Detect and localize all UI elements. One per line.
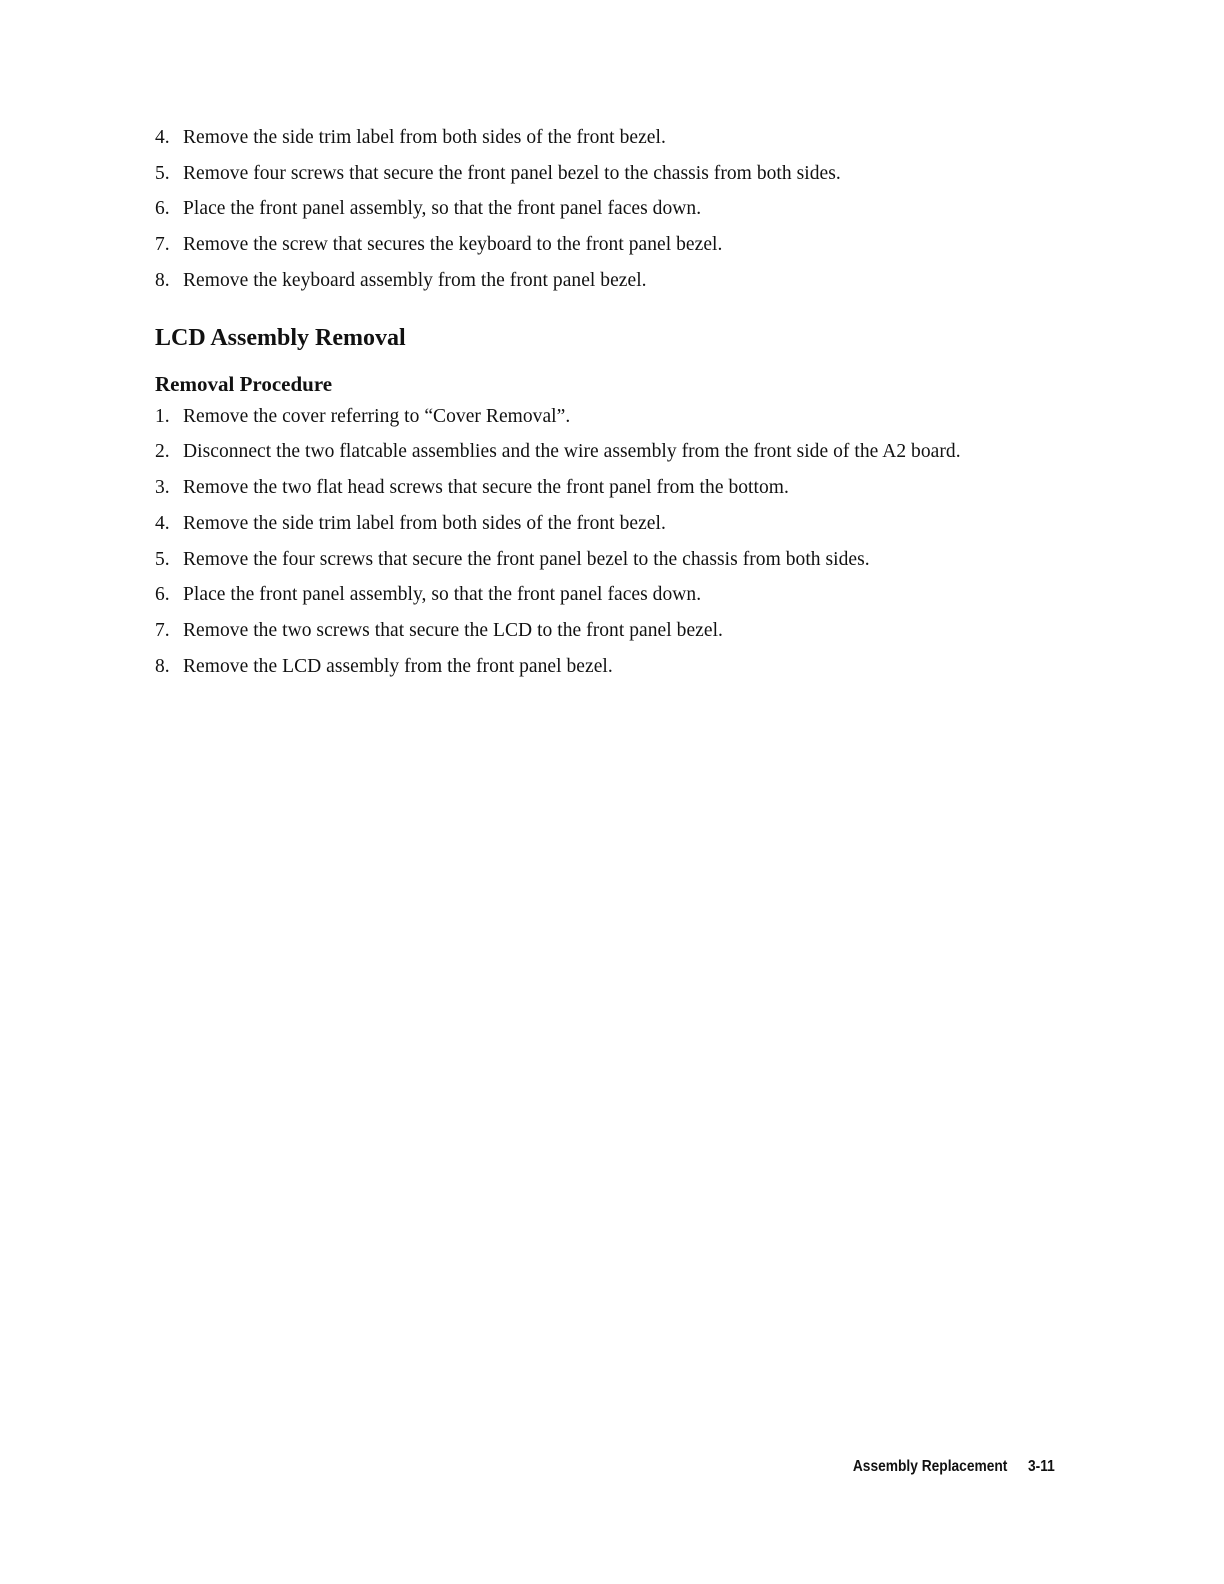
list-item: [155, 197, 1055, 221]
list-item: [155, 440, 1055, 464]
step-text: Remove four screws that secure the front panel bezel to the chassis from both sides.: [183, 162, 841, 184]
step-number: 8.: [155, 269, 170, 291]
list-item: [155, 162, 1055, 186]
step-text: Remove the two screws that secure the LCD to the front panel bezel.: [183, 619, 723, 641]
list-item: [155, 405, 1055, 429]
procedure-steps-list: [155, 405, 1055, 679]
list-item: [155, 126, 1055, 150]
list-item: [155, 655, 1055, 679]
step-number: 7.: [155, 234, 170, 256]
step-text: Disconnect the two flatcable assemblies and the wire assembly from the front side of the A2 board.: [183, 441, 961, 463]
list-item: [155, 476, 1055, 500]
list-item: [155, 619, 1055, 643]
step-text: Remove the screw that secures the keyboard to the front panel bezel.: [183, 234, 723, 256]
step-number: 4.: [155, 512, 170, 534]
step-text: Remove the side trim label from both sides of the front bezel.: [183, 512, 666, 534]
page-footer: [853, 1458, 1055, 1476]
step-text: Remove the four screws that secure the front panel bezel to the chassis from both sides.: [183, 548, 870, 570]
footer-page-number: 3-11: [1028, 1458, 1055, 1475]
step-text: Place the front panel assembly, so that the front panel faces down.: [183, 198, 702, 220]
section-title: LCD Assembly Removal: [155, 324, 406, 351]
list-item: [155, 233, 1055, 257]
step-text: Remove the cover referring to “Cover Removal”.: [183, 405, 571, 427]
list-item: [155, 512, 1055, 536]
step-number: 5.: [155, 162, 170, 184]
list-item: [155, 269, 1055, 293]
step-number: 1.: [155, 405, 170, 427]
step-text: Place the front panel assembly, so that the front panel faces down.: [183, 584, 702, 606]
page-content: [155, 126, 1055, 690]
step-text: Remove the LCD assembly from the front panel bezel.: [183, 655, 613, 677]
footer-chapter-title: Assembly Replacement: [853, 1458, 1008, 1475]
step-number: 6.: [155, 584, 170, 606]
step-number: 6.: [155, 198, 170, 220]
step-number: 2.: [155, 441, 170, 463]
list-item: [155, 548, 1055, 572]
step-text: Remove the two flat head screws that secure the front panel from the bottom.: [183, 477, 789, 499]
step-number: 4.: [155, 127, 170, 148]
continued-steps-list: [155, 126, 1055, 293]
step-number: 8.: [155, 655, 170, 677]
step-number: 5.: [155, 548, 170, 570]
step-number: 3.: [155, 477, 170, 499]
list-item: [155, 583, 1055, 607]
step-text: Remove the keyboard assembly from the front panel bezel.: [183, 269, 647, 291]
step-text: Remove the side trim label from both sides of the front bezel.: [183, 127, 666, 148]
step-number: 7.: [155, 619, 170, 641]
section-subtitle: Removal Procedure: [155, 371, 333, 396]
